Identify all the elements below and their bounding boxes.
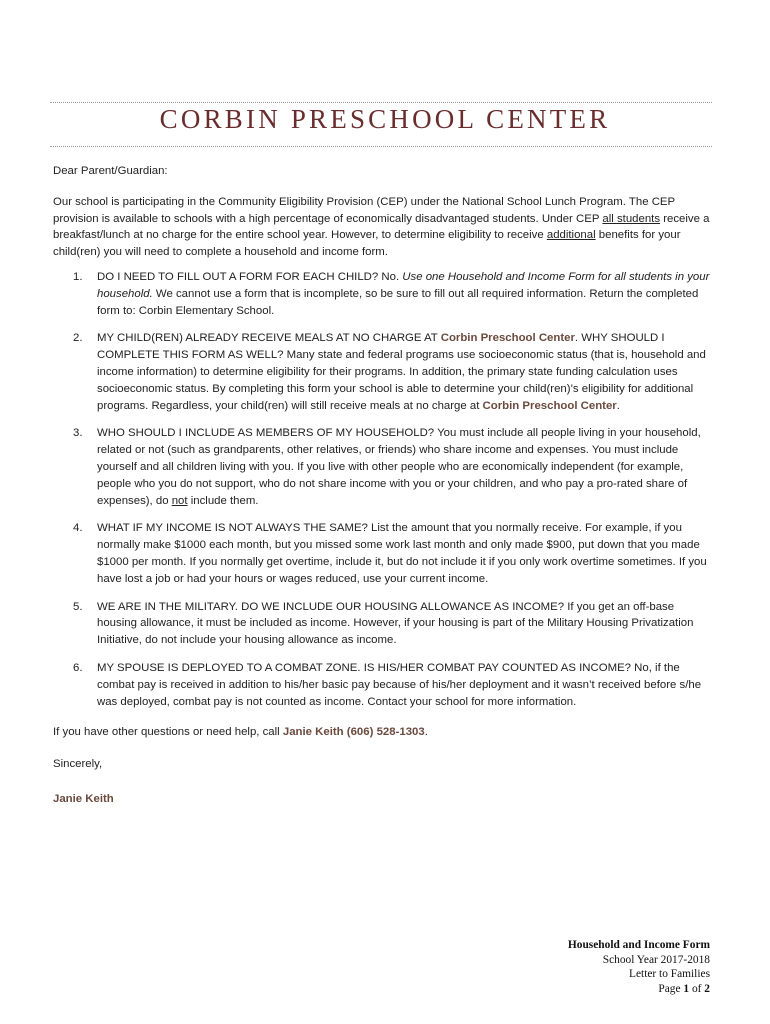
intro-underline-additional: additional (546, 229, 596, 242)
intro-text-1: Our school is participating in the Community Eligibility Provision (CEP) under the National School Lunch Program. The CEP provision is available to schools with a high percentage of economically disadvantaged students. Under CEP (53, 195, 675, 225)
sign-off: Sincerely, (53, 758, 103, 771)
footer-page-number (568, 982, 710, 997)
intro-paragraph (53, 194, 713, 261)
footer-school-year: School Year 2017-2018 (602, 953, 710, 966)
faq-underline-not: not (171, 494, 188, 507)
header-bottom-rule (50, 146, 712, 147)
faq-answer: . WHY SHOULD I COMPLETE THIS FORM AS WELL? Many state and federal programs use socioeconomic status (that is, household and income information) to determine eligibility for their programs. In addition, the primary state funding calculation uses socioeconomic status. By completing this form your school is able to determine your child(ren)’s eligibility for additional programs. Regardless, your child(ren) will still receive meals at no charge at (97, 332, 706, 412)
faq-answer: We cannot use a form that is incomplete, so be sure to fill out all required information. Return the completed form to: Corbin Elementary School. (97, 287, 699, 317)
faq-answer-end: include them. (187, 494, 259, 507)
faq-text: WE ARE IN THE MILITARY. DO WE INCLUDE OUR HOUSING ALLOWANCE AS INCOME? If you get an off-base housing allowance, it must be included as income. However, if your housing is part of the Military Housing Privatization Initiative, do not include your housing allowance as income. (97, 600, 694, 647)
faq-item-6 (53, 660, 713, 710)
faq-item-2 (53, 330, 713, 414)
contact-info: Janie Keith (606) 528-1303 (282, 726, 425, 739)
faq-emphasis: Use one Household and Income Form for all students in your household. (97, 270, 710, 300)
page-of-label: of (689, 982, 705, 995)
page-footer (568, 938, 710, 996)
intro-text-2: receive a breakfast/lunch at no charge for the entire school year. However, to determine eligibility to receive (53, 212, 710, 242)
faq-text: MY SPOUSE IS DEPLOYED TO A COMBAT ZONE. IS HIS/HER COMBAT PAY COUNTED AS INCOME? No, if the combat pay is received in addition to his/her basic pay because of his/her deployment and it wasn’t received before s/he was deployed, combat pay is not counted as income. Contact your school for more information. (97, 661, 702, 708)
closing-line (53, 724, 713, 741)
faq-question: DO I NEED TO FILL OUT A FORM FOR EACH CHILD? No. (97, 270, 403, 283)
header-top-rule (50, 102, 712, 103)
faq-item-5 (53, 599, 713, 649)
intro-text-3: benefits for your child(ren) you will need to complete a household and income form. (53, 229, 681, 259)
faq-number: 3. (73, 427, 83, 440)
page-label: Page (658, 982, 684, 995)
school-name-highlight: Corbin Preschool Center (482, 399, 617, 412)
closing-text: If you have other questions or need help, call (53, 726, 283, 739)
faq-item-3 (53, 425, 713, 509)
faq-question: MY CHILD(REN) ALREADY RECEIVE MEALS AT NO CHARGE AT (97, 332, 441, 345)
faq-answer-end: . (616, 399, 620, 412)
faq-number: 6. (73, 661, 83, 674)
faq-text: WHAT IF MY INCOME IS NOT ALWAYS THE SAME? List the amount that you normally receive. For example, if you normally make $1000 each month, but you missed some work last month and only made $900, put down that you made $1000 per month. If you normally get overtime, include it, but do not include it if you only work overtime sometimes. If you have lost a job or had your hours or wages reduced, use your current income. (97, 522, 707, 585)
footer-subtitle: Letter to Families (629, 968, 710, 981)
faq-number: 4. (73, 522, 83, 535)
faq-item-1 (53, 269, 713, 319)
faq-text: WHO SHOULD I INCLUDE AS MEMBERS OF MY HOUSEHOLD? You must include all people living in your household, related or not (such as grandparents, other relatives, or friends) who share income and expenses. You must include yourself and all children living with you. If you live with other people who are economically independent (for example, people who you do not support, who do not share income with you or your children, and who pay a pro-rated share of expenses), do (97, 427, 701, 507)
faq-item-4 (53, 520, 713, 587)
closing-end: . (424, 726, 428, 739)
footer-form-title: Household and Income Form (567, 939, 710, 951)
page-title: CORBIN PRESCHOOL CENTER (159, 104, 611, 134)
faq-number: 5. (73, 600, 83, 613)
page-total: 2 (704, 982, 710, 995)
letter-body (53, 163, 713, 808)
signer-name: Janie Keith (53, 792, 114, 805)
page-current: 1 (683, 982, 690, 995)
greeting: Dear Parent/Guardian: (53, 165, 168, 177)
faq-number: 2. (73, 332, 83, 345)
faq-number: 1. (73, 270, 83, 283)
intro-underline-all-students: all students (602, 212, 661, 225)
school-name-highlight: Corbin Preschool Center (440, 332, 575, 345)
faq-list (53, 269, 713, 710)
